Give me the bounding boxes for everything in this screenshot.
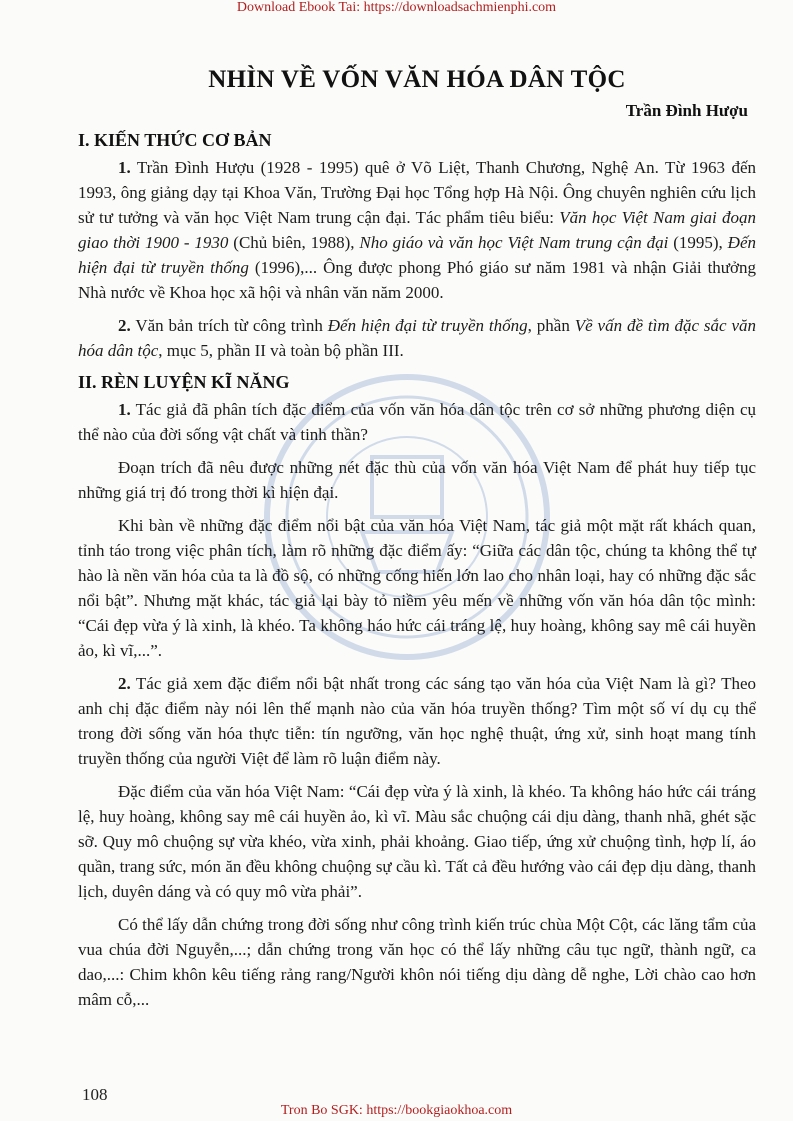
source-link[interactable]: Tron Bo SGK: https://bookgiaokhoa.com <box>280 1103 513 1118</box>
answer-paragraph-2: Khi bàn về những đặc điểm nổi bật của văn hóa Việt Nam, tác giả một mặt rất khách quan, tỉnh táo trong việc phân tích, làm rõ những đặc điểm ấy: “Giữa các dân tộc, chúng ta không thể tự hào là nền văn hóa của ta là đồ sộ, có những cống hiến lớn lao cho nhân loại, hay có những đặc sắc nổi bật”. Nhưng mặt khác, tác giả lại bày tỏ niềm yêu mến về những vốn văn hóa dân tộc mình: “Cái đẹp vừa ý là xinh, là khéo. Ta không háo hức cái tráng lệ, huy hoàng, không say mê cái huyền ảo, kì vĩ,...”. <box>78 516 756 660</box>
answer-paragraph-1: Đoạn trích đã nêu được những nét đặc thù của vốn văn hóa Việt Nam để phát huy tiếp tục những giá trị đó trong thời kì hiện đại. <box>78 458 756 502</box>
question-1: 1. Tác giả đã phân tích đặc điểm của vốn văn hóa dân tộc trên cơ sở những phương diện cụ thể nào của đời sống vật chất và tinh thần? <box>78 400 756 444</box>
author-name: Trần Đình Hượu <box>625 101 748 120</box>
paragraph-author-bio: 1. Trần Đình Hượu (1928 - 1995) quê ở Võ Liệt, Thanh Chương, Nghệ An. Từ 1963 đến 1993, ông giảng dạy tại Khoa Văn, Trường Đại học Tổng hợp Hà Nội. Ông chuyên nghiên cứu lịch sử tư tưởng và văn học Việt Nam trung cận đại. Tác phẩm tiêu biểu: Văn học Việt Nam giai đoạn giao thời 1900 - 1930 (Chủ biên, 1988), Nho giáo và văn học Việt Nam trung cận đại (1995), Đến hiện đại từ truyền thống (1996),... Ông được phong Phó giáo sư năm 1981 và nhận Giải thưởng Nhà nước về Khoa học xã hội và nhân văn năm 2000. <box>78 158 757 302</box>
paragraph-text-source: 2. Văn bản trích từ công trình Đến hiện đại từ truyền thống, phần Về vấn đề tìm đặc sắc văn hóa dân tộc, mục 5, phần II và toàn bộ phần III. <box>78 316 757 360</box>
section-heading-2: II. RÈN LUYỆN KĨ NĂNG <box>78 372 290 392</box>
answer-paragraph-3: Đặc điểm của văn hóa Việt Nam: “Cái đẹp vừa ý là xinh, là khéo. Ta không háo hức cái tráng lệ, huy hoàng, không say mê cái huyền ảo, kì vĩ. Màu sắc chuộng cái dịu dàng, thanh nhã, ghét sặc sỡ. Quy mô chuộng sự vừa khéo, vừa xinh, phải khoảng. Giao tiếp, ứng xử chuộng tình, hợp lí, áo quần, trang sức, món ăn đều không chuộng sự cầu kì. Tất cả đều hướng vào cái đẹp dịu dàng, thanh lịch, duyên dáng và có quy mô vừa phải”. <box>78 782 756 901</box>
page-title: NHÌN VỀ VỐN VĂN HÓA DÂN TỘC <box>208 66 626 93</box>
answer-paragraph-4: Có thể lấy dẫn chứng trong đời sống như công trình kiến trúc chùa Một Cột, các lăng tẩm của vua chúa đời Nguyễn,...; dẫn chứng trong văn học có thể lấy những câu tục ngữ, thành ngữ, ca dao,...: Chim khôn kêu tiếng rảng rang/Người khôn nói tiếng dịu dàng dễ nghe, Lời chào cao hơn mâm cỗ,... <box>78 915 756 1009</box>
section-heading-1: I. KIẾN THỨC CƠ BẢN <box>78 130 272 150</box>
question-2: 2. Tác giả xem đặc điểm nổi bật nhất trong các sáng tạo văn hóa của Việt Nam là gì? Theo anh chị đặc điểm này nói lên thế mạnh nào của văn hóa truyền thống? Tìm một số ví dụ cụ thể trong đời sống văn hóa thực tiễn: tín ngưỡng, văn học nghệ thuật, ứng xử, sinh hoạt mang tính truyền thống của người Việt để làm rõ luận điểm này. <box>78 674 756 768</box>
download-link[interactable]: Download Ebook Tai: https://downloadsachmienphi.com <box>236 0 557 15</box>
page-number: 108 <box>82 1085 108 1104</box>
page-content <box>78 66 756 1020</box>
